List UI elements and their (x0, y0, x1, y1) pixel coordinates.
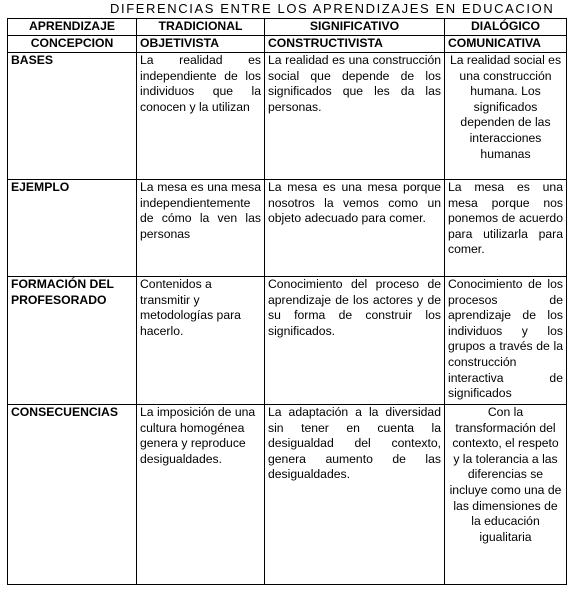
cell-bases-dialogico: La realidad social es una construcción humana. Los significados dependen de las interacciones humanas (445, 53, 567, 180)
table-row (8, 180, 567, 277)
cell-formacion-dialogico: Conocimiento de los procesos de aprendizaje de los individuos y los grupos a través de la construcción interactiva de significados (445, 277, 567, 405)
comparison-table (7, 18, 567, 585)
subheader-concepcion: CONCEPCION (8, 36, 137, 53)
header-dialogico: DIALÓGICO (445, 19, 567, 36)
header-tradicional: TRADICIONAL (137, 19, 265, 36)
cell-formacion-tradicional: Contenidos a transmitir y metodologías para hacerlo. (137, 277, 265, 405)
row-label-consecuencias: CONSECUENCIAS (8, 405, 137, 585)
subheader-comunicativa: COMUNICATIVA (445, 36, 567, 53)
concepcion-row (8, 36, 567, 53)
cell-ejemplo-significativo: La mesa es una mesa porque nosotros la vemos como un objeto adecuado para comer. (265, 180, 445, 277)
header-row (8, 19, 567, 36)
subheader-objetivista: OBJETIVISTA (137, 36, 265, 53)
row-label-formacion: FORMACIÓN DEL PROFESORADO (8, 277, 137, 405)
table-row (8, 53, 567, 180)
table-row (8, 405, 567, 585)
cell-ejemplo-tradicional: La mesa es una mesa independientemente de cómo la ven las personas (137, 180, 265, 277)
header-significativo: SIGNIFICATIVO (265, 19, 445, 36)
cell-ejemplo-dialogico: La mesa es una mesa porque nos ponemos de acuerdo para utilizarla para comer. (445, 180, 567, 277)
document-title: DIFERENCIAS ENTRE LOS APRENDIZAJES EN EDUCACION (110, 1, 555, 16)
header-aprendizaje: APRENDIZAJE (8, 19, 137, 36)
cell-consecuencias-tradicional: La imposición de una cultura homogénea genera y reproduce desigualdades. (137, 405, 265, 585)
table-row (8, 277, 567, 405)
row-label-ejemplo: EJEMPLO (8, 180, 137, 277)
cell-bases-tradicional: La realidad es independiente de los individuos que la conocen y la utilizan (137, 53, 265, 180)
subheader-constructivista: CONSTRUCTIVISTA (265, 36, 445, 53)
row-label-bases: BASES (8, 53, 137, 180)
cell-bases-significativo: La realidad es una construcción social que depende de los significados que les da las personas. (265, 53, 445, 180)
cell-consecuencias-dialogico: Con la transformación del contexto, el respeto y la tolerancia a las diferencias se incluye como una de las dimensiones de la educación igualitaria (445, 405, 567, 585)
cell-consecuencias-significativo: La adaptación a la diversidad sin tener en cuenta la desigualdad del contexto, genera aumento de las desigualdades. (265, 405, 445, 585)
cell-formacion-significativo: Conocimiento del proceso de aprendizaje de los actores y de su forma de construir los significados. (265, 277, 445, 405)
